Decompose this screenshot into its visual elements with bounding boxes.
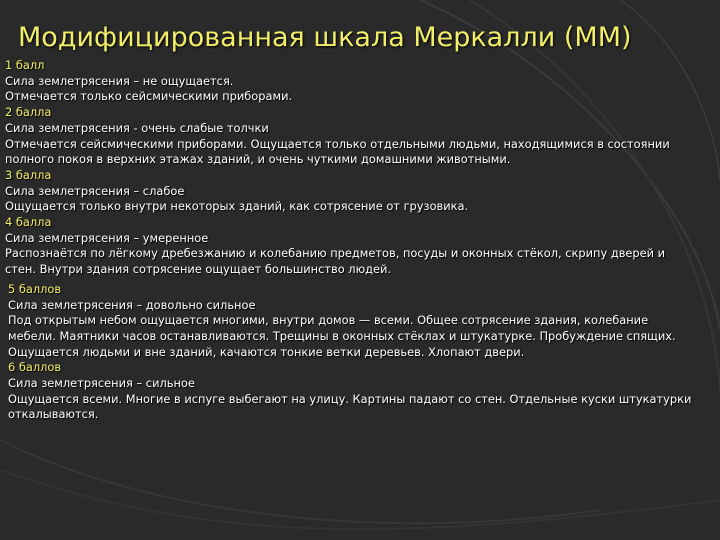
level-strength: Сила землетрясения – не ощущается. (5, 73, 234, 88)
level-description: Распознаётся по лёгкому дребезжанию и колебанию предметов, посуды и оконных стёкол, скрипу дверей и стен. Внутри здания сотрясение ощущает большинство людей. (5, 246, 666, 277)
level-heading: 6 баллов (8, 360, 62, 375)
level-heading: 3 балла (5, 167, 52, 182)
page-title: Модифицированная шкала Меркалли (ММ) (18, 22, 632, 53)
level-strength: Сила землетрясения – довольно сильное (8, 297, 256, 312)
level-3 (5, 168, 695, 215)
level-strength: Сила землетрясения - очень слабые толчки (5, 120, 269, 135)
level-strength: Сила землетрясения – сильное (8, 376, 195, 391)
level-4 (5, 215, 695, 278)
level-description: Под открытым небом ощущается многими, внутри домов — всеми. Общее сотрясение здания, колебание мебели. Маятники часов останавливаются. Трещины в оконных стёклах и штукатурке. Пробуждение спящих. Ощущается людьми и вне зданий, качаются тонкие ветки деревьев. Хлопают двери. (8, 313, 676, 359)
level-2 (5, 105, 695, 168)
level-heading: 1 балл (5, 58, 45, 72)
level-6 (5, 360, 695, 423)
level-strength: Сила землетрясения – умеренное (5, 230, 209, 245)
level-strength: Сила землетрясения – слабое (5, 183, 185, 198)
level-description: Отмечается только сейсмическими приборами. (5, 89, 293, 104)
level-heading: 4 балла (5, 215, 52, 230)
scale-content (5, 58, 695, 423)
level-1 (5, 58, 695, 105)
level-description: Ощущается только внутри некоторых зданий, как сотрясение от грузовика. (5, 199, 469, 214)
level-description: Ощущается всеми. Многие в испуге выбегают на улицу. Картины падают со стен. Отдельные куски штукатурки откалываются. (8, 391, 692, 422)
level-description: Отмечается сейсмическими приборами. Ощущается только отдельными людьми, находящимися в состоянии полного покоя в верхних этажах зданий, и очень чуткими домашними животными. (5, 136, 670, 167)
level-5 (5, 282, 695, 361)
level-heading: 5 баллов (8, 281, 62, 296)
level-heading: 2 балла (5, 105, 52, 120)
